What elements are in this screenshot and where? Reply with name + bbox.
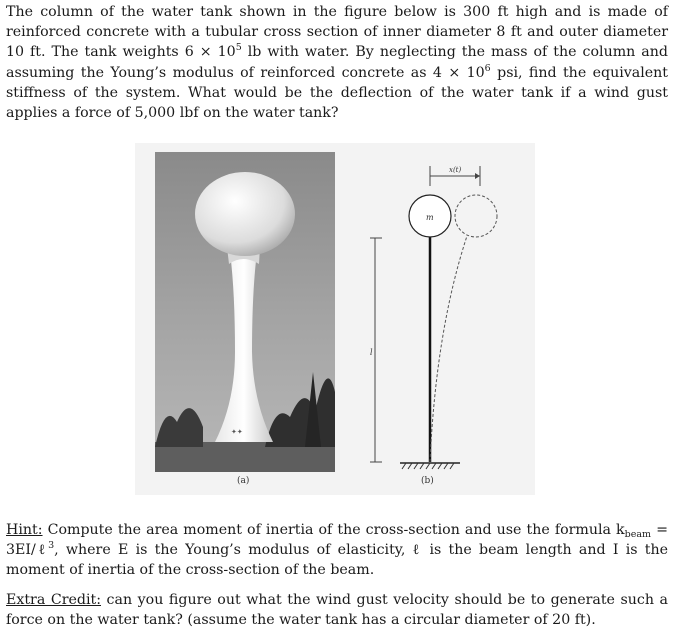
deflected-mass-circle xyxy=(455,195,497,237)
hint-text-part-2: = 3EI/ℓ xyxy=(6,522,668,559)
extra-credit-text: can you figure out what the wind gust velocity should be to generate such a force on the water tank? (assume the water tank has a circular diameter of 20 ft). xyxy=(6,592,668,629)
problem-statement xyxy=(6,2,668,123)
label-displacement: x(t) xyxy=(449,166,462,174)
caption-a: (a) xyxy=(237,476,250,486)
deflected-column xyxy=(430,236,467,462)
label-mass: m xyxy=(426,213,434,222)
problem-text-part-1: The column of the water tank shown in the figure below is 300 ft high and is made of reinforced concrete with a tubular cross section of inner diameter 8 ft and outer diameter 10 ft. The tank weights 6 × 10 xyxy=(6,4,668,61)
exponent-5: 5 xyxy=(235,42,242,54)
hint-paragraph xyxy=(6,520,668,581)
label-length: l xyxy=(370,348,373,357)
caption-b: (b) xyxy=(421,476,434,486)
hint-label: Hint: xyxy=(6,522,43,538)
extra-credit-paragraph xyxy=(6,590,668,630)
extra-credit-label: Extra Credit: xyxy=(6,592,101,608)
hint-text-part-3: , where E is the Young’s modulus of elasticity, ℓ is the beam length and I is the moment of inertia of the cross-section of the beam. xyxy=(6,542,668,579)
exponent-6: 6 xyxy=(484,62,491,74)
k-subscript: beam xyxy=(624,529,652,540)
problem-text-part-3: psi, find the equivalent stiffness of the system. What would be the deflection of the water tank if a wind gust applies a force of 5,000 lbf on the water tank? xyxy=(6,64,668,122)
water-tank-photo xyxy=(155,152,335,472)
exponent-3: 3 xyxy=(48,540,55,552)
svg-text:✦✦: ✦✦ xyxy=(231,428,243,436)
problem-text-part-2: lb with water. By neglecting the mass of the column and assuming the Young’s modulus of reinforced concrete as 4 × 10 xyxy=(6,44,668,81)
hint-text-part-1: Compute the area moment of inertia of the cross-section and use the formula k xyxy=(42,522,625,538)
column-deflection-diagram xyxy=(340,150,530,480)
ground-hatch xyxy=(402,463,454,469)
